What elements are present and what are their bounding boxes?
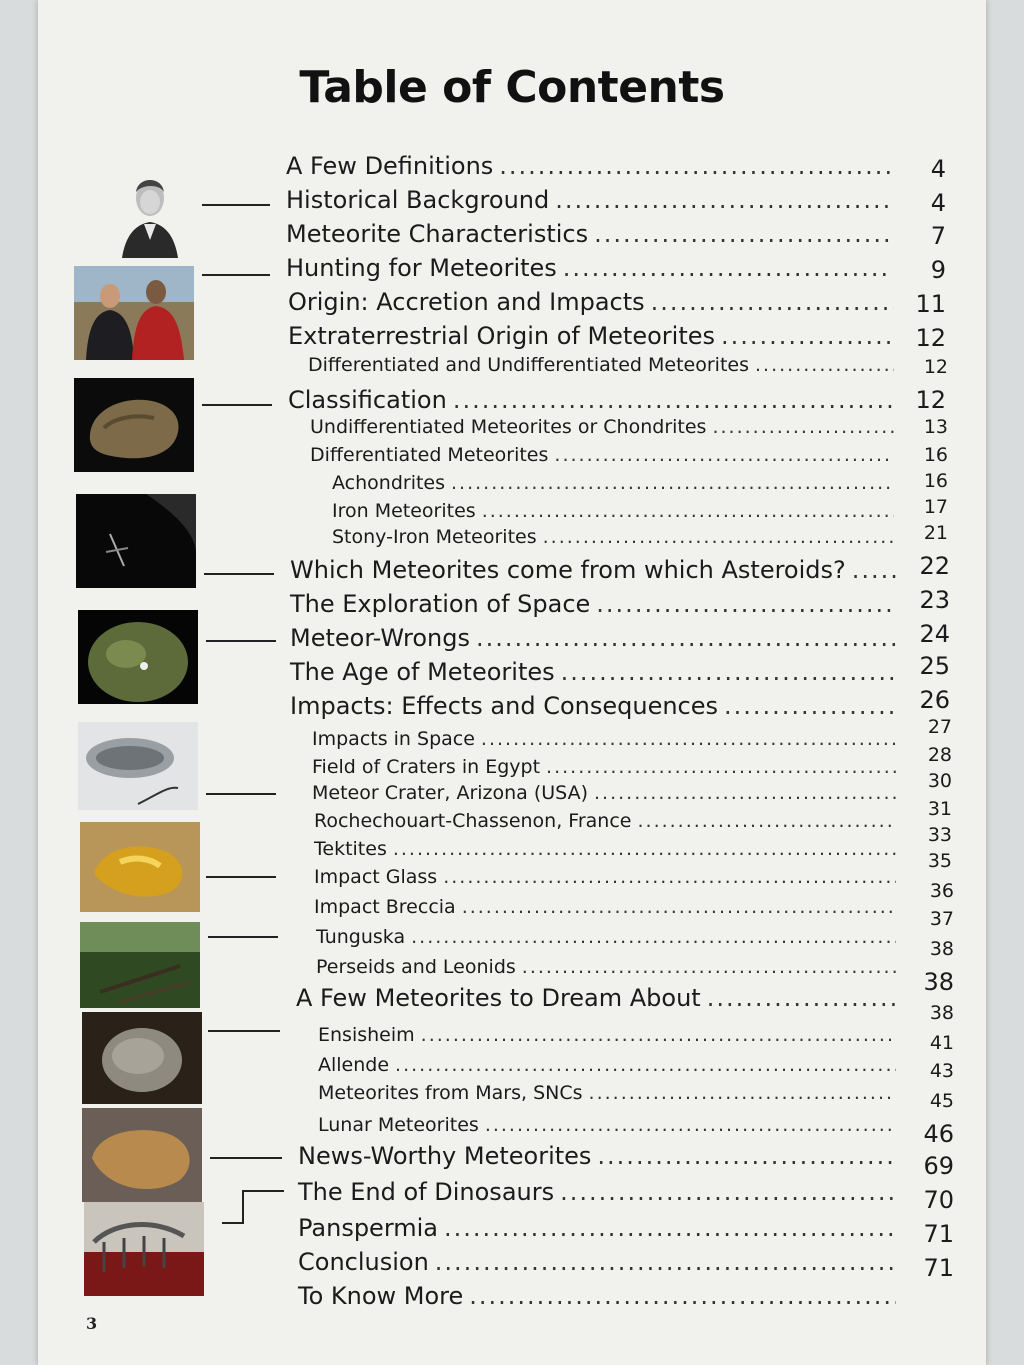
toc-entry-label: Perseids and Leonids: [316, 956, 516, 978]
toc-entry-label: Meteorites from Mars, SNCs: [318, 1082, 583, 1104]
toc-page-number: 46: [923, 1120, 954, 1148]
toc-page-number: 28: [927, 744, 952, 766]
toc-entry[interactable]: [318, 1054, 902, 1076]
dot-leader: [561, 658, 896, 686]
toc-entry[interactable]: [312, 756, 902, 778]
dot-leader: [393, 838, 896, 860]
toc-entry-label: Field of Craters in Egypt: [312, 756, 541, 778]
toc-entry-label: Stony-Iron Meteorites: [332, 526, 537, 548]
toc-page-number: 25: [919, 652, 950, 680]
toc-entry-label: Differentiated and Undifferentiated Meteorites: [308, 354, 749, 376]
toc-page-number: 24: [919, 620, 950, 648]
toc-entry-label: Origin: Accretion and Impacts: [288, 288, 645, 316]
toc-entry-label: Rochechouart-Chassenon, France: [314, 810, 632, 832]
toc-entry-label: Lunar Meteorites: [318, 1114, 479, 1136]
toc-page-number: 11: [915, 290, 946, 318]
toc-entry-label: Meteorite Characteristics: [286, 220, 589, 248]
toc-page-number: 12: [923, 356, 948, 378]
toc-entry[interactable]: [298, 1248, 902, 1276]
toc-page-number: 70: [923, 1186, 954, 1214]
dot-leader: [453, 386, 894, 414]
dot-leader: [444, 1214, 896, 1242]
toc-entry-label: The Exploration of Space: [290, 590, 591, 618]
dot-leader: [560, 1178, 896, 1206]
toc-page-number: 41: [929, 1032, 954, 1054]
toc-entry[interactable]: [286, 186, 898, 214]
toc-entry-label: To Know More: [298, 1282, 464, 1310]
toc-entry-label: Meteor-Wrongs: [290, 624, 470, 652]
dot-leader: [411, 926, 896, 948]
toc-entry[interactable]: [308, 354, 900, 376]
dot-leader: [724, 692, 896, 720]
toc-entry-label: Impact Glass: [314, 866, 438, 888]
dot-leader: [469, 1282, 896, 1310]
toc-page-number: 16: [923, 444, 948, 466]
toc-page-number: 69: [923, 1152, 954, 1180]
toc-page-number: 16: [923, 470, 948, 492]
toc-entry-label: Impact Breccia: [314, 896, 456, 918]
dot-leader: [755, 354, 894, 376]
toc-page-number: 13: [923, 416, 948, 438]
toc-entry-label: A Few Meteorites to Dream About: [296, 984, 701, 1012]
toc-entry[interactable]: [312, 728, 902, 750]
toc-page-number: 22: [919, 552, 950, 580]
toc-entry[interactable]: [316, 926, 902, 948]
toc-entry[interactable]: [314, 810, 902, 832]
toc-entry[interactable]: [298, 1282, 902, 1310]
toc-entry-label: A Few Definitions: [286, 152, 494, 180]
dot-leader: [554, 444, 894, 466]
toc-entry[interactable]: [310, 444, 900, 466]
toc-entry[interactable]: [298, 1178, 902, 1206]
toc-entry[interactable]: [290, 624, 902, 652]
toc-entry[interactable]: [318, 1082, 902, 1104]
toc-entry[interactable]: [298, 1214, 902, 1242]
toc-entry-label: Classification: [288, 386, 447, 414]
toc-page-number: 43: [929, 1060, 954, 1082]
toc-entry-label: Tunguska: [316, 926, 406, 948]
dot-leader: [395, 1054, 896, 1076]
toc-entry-label: News-Worthy Meteorites: [298, 1142, 592, 1170]
dot-leader: [546, 756, 896, 778]
dot-leader: [451, 472, 894, 494]
toc-page-number: 17: [923, 496, 948, 518]
toc-page-number: 7: [930, 222, 946, 250]
toc-page-number: 38: [929, 1002, 954, 1024]
dot-leader: [651, 288, 894, 316]
toc-entry[interactable]: [290, 658, 902, 686]
page-number-folio: 3: [86, 1314, 98, 1333]
toc-page-number: 45: [929, 1090, 954, 1112]
toc-entry[interactable]: [286, 254, 898, 282]
toc-entry[interactable]: [318, 1114, 902, 1136]
toc-entry-label: Historical Background: [286, 186, 550, 214]
toc-page-number: 23: [919, 586, 950, 614]
toc-entry[interactable]: [318, 1024, 902, 1046]
toc-entry-label: Meteor Crater, Arizona (USA): [312, 782, 589, 804]
toc-entry[interactable]: [332, 472, 900, 494]
toc-entry-label: The End of Dinosaurs: [298, 1178, 555, 1206]
dot-leader: [563, 254, 892, 282]
toc-page-number: 12: [915, 386, 946, 414]
toc-page-number: 71: [923, 1220, 954, 1248]
toc-entry[interactable]: [314, 896, 902, 918]
toc-page-number: 37: [929, 908, 954, 930]
toc-entry-label: Allende: [318, 1054, 390, 1076]
toc-entry[interactable]: [332, 526, 900, 548]
toc-page-number: 26: [919, 686, 950, 714]
toc-entry-label: Undifferentiated Meteorites or Chondrites: [310, 416, 707, 438]
toc-page-number: 4: [930, 155, 946, 183]
toc-entry[interactable]: [286, 152, 898, 180]
dot-leader: [594, 220, 892, 248]
dot-leader: [522, 956, 896, 978]
dot-leader: [555, 186, 892, 214]
toc-entry[interactable]: [312, 782, 902, 804]
toc-entry-label: Differentiated Meteorites: [310, 444, 549, 466]
toc-page-number: 30: [927, 770, 952, 792]
toc-entry[interactable]: [288, 322, 900, 350]
toc-entry[interactable]: [298, 1142, 902, 1170]
toc-entry-label: Panspermia: [298, 1214, 439, 1242]
toc-entry[interactable]: [332, 500, 900, 522]
toc-entry[interactable]: [296, 984, 902, 1012]
dot-leader: [721, 322, 894, 350]
toc-page-number: 31: [927, 798, 952, 820]
dot-leader: [462, 896, 896, 918]
page-title: Table of Contents: [299, 62, 725, 113]
toc-page-number: 38: [923, 968, 954, 996]
toc-entry-label: Which Meteorites come from which Asteroids?: [290, 556, 846, 584]
toc-page-number: 12: [915, 324, 946, 352]
toc-entry-label: Iron Meteorites: [332, 500, 476, 522]
toc-page-number: 4: [930, 189, 946, 217]
toc-entry[interactable]: [288, 288, 900, 316]
toc-page-number: 38: [929, 938, 954, 960]
dot-leader: [543, 526, 894, 548]
dot-leader: [476, 624, 896, 652]
toc-entry-label: Achondrites: [332, 472, 446, 494]
dot-leader: [443, 866, 896, 888]
dot-leader: [421, 1024, 896, 1046]
toc-page-number: 33: [927, 824, 952, 846]
dot-leader: [499, 152, 892, 180]
dot-leader: [707, 984, 896, 1012]
dot-leader: [594, 782, 896, 804]
toc-page-number: 36: [929, 880, 954, 902]
toc-entry-label: Ensisheim: [318, 1024, 415, 1046]
toc-entry-label: Conclusion: [298, 1248, 429, 1276]
toc-entry[interactable]: [314, 838, 902, 860]
toc-entry-label: The Age of Meteorites: [290, 658, 555, 686]
toc-entry[interactable]: [290, 556, 902, 584]
toc-entry-label: Extraterrestrial Origin of Meteorites: [288, 322, 716, 350]
toc-entry-label: Tektites: [314, 838, 387, 860]
dot-leader: [589, 1082, 896, 1104]
toc-entry[interactable]: [310, 416, 900, 438]
toc-page-number: 9: [930, 256, 946, 284]
toc-entry[interactable]: [290, 590, 902, 618]
toc-page-number: 27: [927, 716, 952, 738]
toc-entry[interactable]: [314, 866, 902, 888]
toc-entry-label: Hunting for Meteorites: [286, 254, 557, 282]
toc-page-number: 21: [923, 522, 948, 544]
toc-entry[interactable]: [316, 956, 902, 978]
toc-page-number: 71: [923, 1254, 954, 1282]
dot-leader: [481, 728, 896, 750]
toc-entry[interactable]: [288, 386, 900, 414]
dot-leader: [485, 1114, 896, 1136]
toc-entry[interactable]: [290, 692, 902, 720]
dot-leader: [712, 416, 894, 438]
dot-leader: [596, 590, 896, 618]
toc-entry-label: Impacts: Effects and Consequences: [290, 692, 719, 720]
toc-page-number: 35: [927, 850, 952, 872]
dot-leader: [482, 500, 894, 522]
dot-leader: [435, 1248, 896, 1276]
dot-leader: [597, 1142, 896, 1170]
dot-leader: [637, 810, 896, 832]
toc-entry-label: Impacts in Space: [312, 728, 475, 750]
toc-entry[interactable]: [286, 220, 898, 248]
